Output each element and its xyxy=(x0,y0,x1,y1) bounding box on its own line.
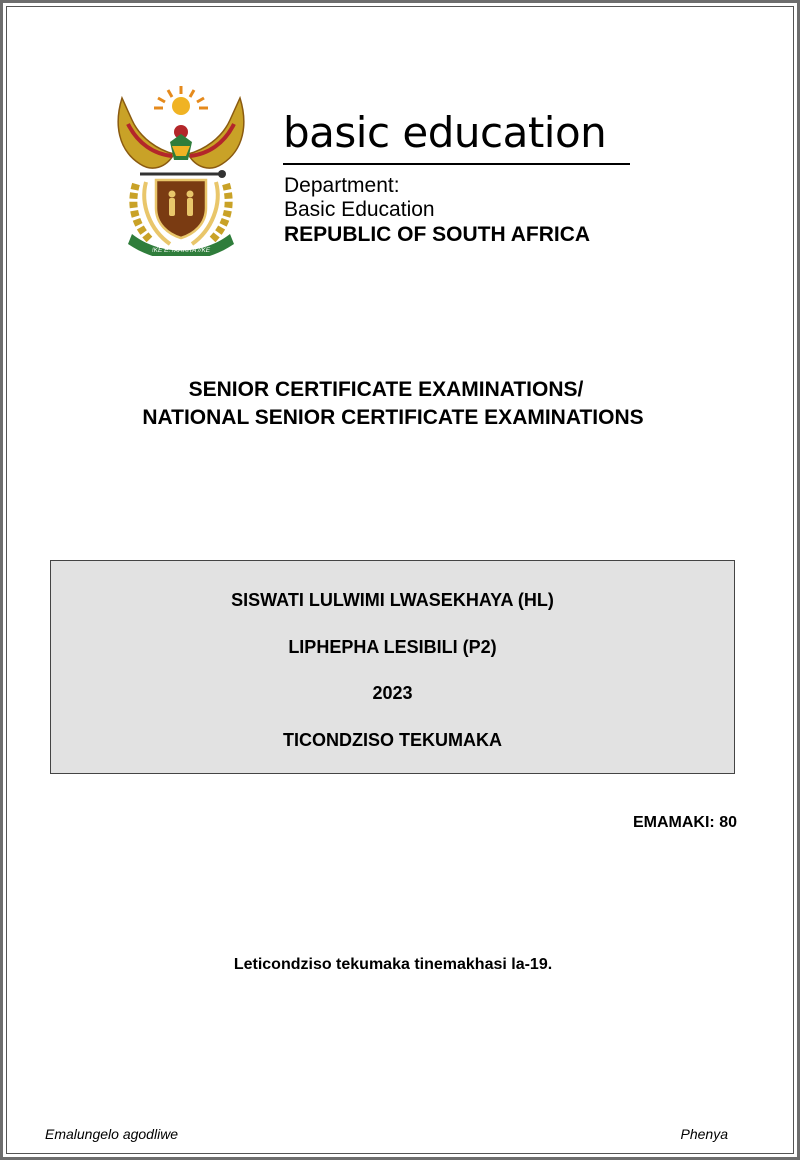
motto-text: !KE E: /XARRA //KE xyxy=(151,247,211,254)
left-wing-icon xyxy=(118,98,174,168)
exam-heading-line1: SENIOR CERTIFICATE EXAMINATIONS/ xyxy=(188,378,584,401)
department-name: Basic Education xyxy=(284,198,435,221)
country-name: REPUBLIC OF SOUTH AFRICA xyxy=(284,223,591,246)
exam-heading-line2: NATIONAL SENIOR CERTIFICATE EXAMINATIONS xyxy=(142,406,644,429)
sun-icon xyxy=(154,86,208,115)
shield-icon xyxy=(156,180,206,238)
page-count-note: Leticondziso tekumaka tinemakhasi la-19. xyxy=(233,956,553,973)
right-wing-icon xyxy=(188,98,244,168)
copyright-note: Emalungelo agodliwe xyxy=(45,1126,179,1142)
turn-over-note: Phenya xyxy=(680,1126,728,1142)
total-marks: EMAMAKI: 80 xyxy=(632,814,737,831)
department-label: Department: xyxy=(284,174,400,197)
paper-number: LIPHEPHA LESIBILI (P2) xyxy=(288,637,497,657)
exam-year: 2023 xyxy=(372,683,413,703)
subject-box xyxy=(50,560,735,774)
brand-divider xyxy=(283,163,630,165)
secretary-bird-icon xyxy=(170,125,192,160)
document-type: TICONDZISO TEKUMAKA xyxy=(283,730,502,750)
coat-of-arms-logo xyxy=(110,84,252,256)
subject-name: SISWATI LULWIMI LWASEKHAYA (HL) xyxy=(231,590,554,610)
brand-title: basic education xyxy=(283,108,607,157)
